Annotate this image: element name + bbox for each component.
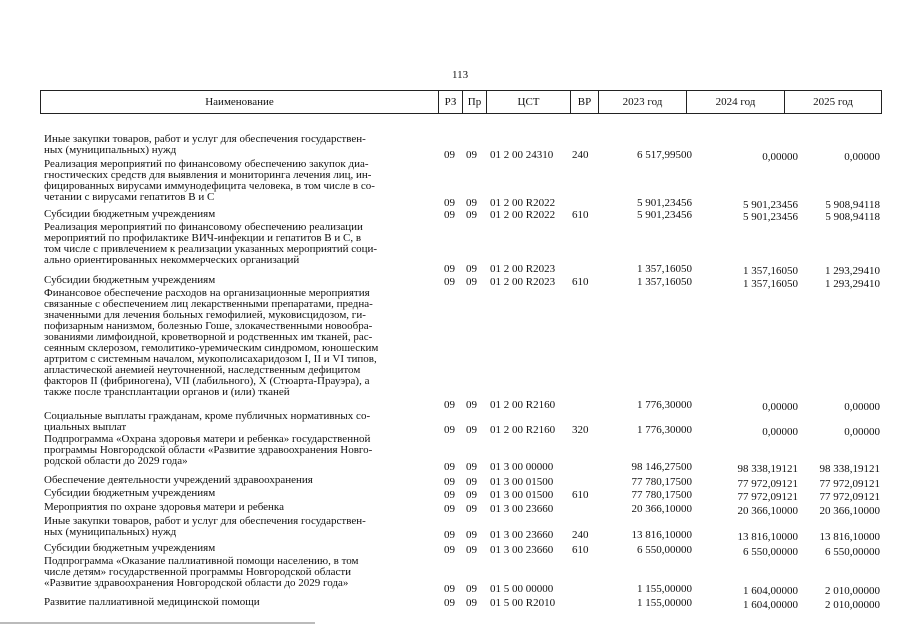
cell-pr: 09 xyxy=(466,424,477,436)
row-name: Финансовое обеспечение расходов на организационные мероприятия связанные с обеспечением лиц лекарственными препаратами, предна- значенными для лечения больных гемофилией, муковисцидозом, ги- пофизарным нанизмом, болезнью Гоше, злокачественными новообра- зованиями лимфоидной, кроветворной и родственных им тканей, рас- сеянным склерозом, гемолитико-уремическим синдромом, юношеским артритом с системным началом, мукополисахаридозом I, II и VI типов, апластической анемией неуточненной, наследственным дефицитом факторов II (фибриногена), VII (лабильного), X (Стюарта-Прауэра), а также после трансплантации органов и (или) тканей xyxy=(44,287,379,398)
cell-vr: 610 xyxy=(572,276,589,288)
cell-vr: 320 xyxy=(572,424,589,436)
row-name: Реализация мероприятий по финансовому обеспечению закупок диа- гностических средств для выявления и мониторинга лечения лиц, ин- фицированных вирусами иммунодефицита человека, в том числе в со- четании с вирусами гепатитов В и С xyxy=(44,158,375,203)
row-name: Субсидии бюджетным учреждениям xyxy=(44,542,216,554)
cell-y2025: 77 972,09121 xyxy=(819,478,880,490)
header-rz: РЗ xyxy=(438,91,462,113)
cell-y2023: 1 155,00000 xyxy=(637,597,692,609)
row-name: Развитие паллиативной медицинской помощи xyxy=(44,596,260,608)
cell-y2025: 98 338,19121 xyxy=(819,463,880,475)
cell-y2024: 6 550,00000 xyxy=(743,546,798,558)
row-name: Субсидии бюджетным учреждениям xyxy=(44,208,216,220)
cell-pr: 09 xyxy=(466,544,477,556)
cell-rz: 09 xyxy=(444,529,455,541)
cell-y2024: 1 357,16050 xyxy=(743,278,798,290)
cell-y2025: 5 908,94118 xyxy=(825,199,880,211)
row-name: Субсидии бюджетным учреждениям xyxy=(44,487,216,499)
cell-rz: 09 xyxy=(444,583,455,595)
row-name: Субсидии бюджетным учреждениям xyxy=(44,274,216,286)
cell-vr: 610 xyxy=(572,209,589,221)
cell-rz: 09 xyxy=(444,209,455,221)
cell-cst: 01 2 00 24310 xyxy=(490,149,554,161)
cell-y2025: 0,00000 xyxy=(844,401,880,413)
cell-y2023: 20 366,10000 xyxy=(631,503,692,515)
header-2025: 2025 год xyxy=(784,91,882,113)
cell-y2024: 1 357,16050 xyxy=(743,265,798,277)
cell-pr: 09 xyxy=(466,399,477,411)
cell-cst: 01 2 00 R2022 xyxy=(490,209,556,221)
cell-vr: 240 xyxy=(572,529,589,541)
cell-pr: 09 xyxy=(466,461,477,473)
cell-y2025: 2 010,00000 xyxy=(825,599,880,611)
cell-y2025: 0,00000 xyxy=(844,151,880,163)
cell-pr: 09 xyxy=(466,489,477,501)
cell-y2025: 6 550,00000 xyxy=(825,546,880,558)
header-vr: ВР xyxy=(570,91,598,113)
scan-edge-line xyxy=(0,622,315,624)
cell-vr: 610 xyxy=(572,544,589,556)
cell-y2023: 1 357,16050 xyxy=(637,276,692,288)
cell-y2024: 98 338,19121 xyxy=(737,463,798,475)
cell-y2024: 13 816,10000 xyxy=(737,531,798,543)
cell-rz: 09 xyxy=(444,461,455,473)
cell-pr: 09 xyxy=(466,263,477,275)
cell-pr: 09 xyxy=(466,197,477,209)
cell-rz: 09 xyxy=(444,276,455,288)
cell-cst: 01 2 00 R2160 xyxy=(490,399,556,411)
cell-y2023: 6 517,99500 xyxy=(637,149,692,161)
header-name: Наименование xyxy=(40,91,438,113)
cell-rz: 09 xyxy=(444,424,455,436)
cell-y2024: 0,00000 xyxy=(762,151,798,163)
cell-pr: 09 xyxy=(466,597,477,609)
cell-y2024: 5 901,23456 xyxy=(743,211,798,223)
row-name: Подпрограмма «Охрана здоровья матери и ребенка» государственной программы Новгородской области «Развитие здравоохранения Новго- родской области до 2029 года» xyxy=(44,433,373,467)
cell-cst: 01 3 00 00000 xyxy=(490,461,554,473)
cell-y2024: 5 901,23456 xyxy=(743,199,798,211)
cell-pr: 09 xyxy=(466,503,477,515)
cell-y2025: 2 010,00000 xyxy=(825,585,880,597)
cell-y2024: 1 604,00000 xyxy=(743,599,798,611)
row-name: Реализация мероприятий по финансовому обеспечению реализации мероприятий по профилактике ВИЧ-инфекции и гепатитов В и С, в том числе с привлечением к реализации указанных мероприятий соци- ально ориентированных некоммерческих организаций xyxy=(44,221,378,266)
row-name: Подпрограмма «Оказание паллиативной помощи населению, в том числе детям» государственной программы Новгородской области «Развитие здравоохранения Новгородской области до 2029 года» xyxy=(44,555,359,589)
cell-vr: 610 xyxy=(572,489,589,501)
cell-cst: 01 2 00 R2160 xyxy=(490,424,556,436)
cell-cst: 01 3 00 23660 xyxy=(490,544,554,556)
cell-y2025: 0,00000 xyxy=(844,426,880,438)
cell-y2025: 20 366,10000 xyxy=(819,505,880,517)
cell-y2024: 77 972,09121 xyxy=(737,491,798,503)
budget-table xyxy=(40,90,882,611)
cell-pr: 09 xyxy=(466,583,477,595)
cell-y2023: 6 550,00000 xyxy=(637,544,692,556)
cell-cst: 01 3 00 01500 xyxy=(490,476,554,488)
cell-cst: 01 2 00 R2023 xyxy=(490,276,556,288)
cell-rz: 09 xyxy=(444,489,455,501)
cell-cst: 01 5 00 R2010 xyxy=(490,597,556,609)
cell-cst: 01 3 00 01500 xyxy=(490,489,554,501)
header-pr: Пр xyxy=(462,91,486,113)
cell-rz: 09 xyxy=(444,476,455,488)
cell-y2025: 1 293,29410 xyxy=(825,265,880,277)
cell-pr: 09 xyxy=(466,209,477,221)
page-number: 113 xyxy=(452,69,469,81)
row-name: Обеспечение деятельности учреждений здравоохранения xyxy=(44,474,313,486)
cell-rz: 09 xyxy=(444,597,455,609)
cell-pr: 09 xyxy=(466,476,477,488)
row-name: Мероприятия по охране здоровья матери и ребенка xyxy=(44,501,284,513)
cell-y2024: 0,00000 xyxy=(762,426,798,438)
cell-rz: 09 xyxy=(444,399,455,411)
cell-cst: 01 5 00 00000 xyxy=(490,583,554,595)
cell-y2023: 77 780,17500 xyxy=(631,489,692,501)
cell-pr: 09 xyxy=(466,149,477,161)
cell-y2025: 13 816,10000 xyxy=(819,531,880,543)
cell-y2023: 98 146,27500 xyxy=(631,461,692,473)
cell-y2023: 5 901,23456 xyxy=(637,209,692,221)
cell-y2023: 1 357,16050 xyxy=(637,263,692,275)
cell-rz: 09 xyxy=(444,149,455,161)
cell-y2023: 13 816,10000 xyxy=(631,529,692,541)
cell-cst: 01 2 00 R2023 xyxy=(490,263,556,275)
cell-y2023: 5 901,23456 xyxy=(637,197,692,209)
header-cst: ЦСТ xyxy=(486,91,570,113)
cell-y2024: 1 604,00000 xyxy=(743,585,798,597)
cell-y2024: 77 972,09121 xyxy=(737,478,798,490)
cell-y2024: 0,00000 xyxy=(762,401,798,413)
cell-y2025: 1 293,29410 xyxy=(825,278,880,290)
cell-y2023: 1 776,30000 xyxy=(637,424,692,436)
cell-cst: 01 3 00 23660 xyxy=(490,529,554,541)
table-header xyxy=(40,90,882,114)
cell-cst: 01 2 00 R2022 xyxy=(490,197,556,209)
cell-vr: 240 xyxy=(572,149,589,161)
cell-y2025: 77 972,09121 xyxy=(819,491,880,503)
row-name: Иные закупки товаров, работ и услуг для обеспечения государствен- ных (муниципальных) нужд xyxy=(44,515,366,538)
cell-y2024: 20 366,10000 xyxy=(737,505,798,517)
cell-cst: 01 3 00 23660 xyxy=(490,503,554,515)
cell-y2023: 77 780,17500 xyxy=(631,476,692,488)
row-name: Социальные выплаты гражданам, кроме публичных нормативных со- циальных выплат xyxy=(44,410,371,433)
cell-y2023: 1 155,00000 xyxy=(637,583,692,595)
cell-rz: 09 xyxy=(444,544,455,556)
cell-y2025: 5 908,94118 xyxy=(825,211,880,223)
header-2023: 2023 год xyxy=(598,91,686,113)
cell-rz: 09 xyxy=(444,503,455,515)
cell-pr: 09 xyxy=(466,276,477,288)
cell-pr: 09 xyxy=(466,529,477,541)
cell-rz: 09 xyxy=(444,263,455,275)
cell-rz: 09 xyxy=(444,197,455,209)
row-name: Иные закупки товаров, работ и услуг для обеспечения государствен- ных (муниципальных) нужд xyxy=(44,133,366,156)
cell-y2023: 1 776,30000 xyxy=(637,399,692,411)
header-2024: 2024 год xyxy=(686,91,784,113)
